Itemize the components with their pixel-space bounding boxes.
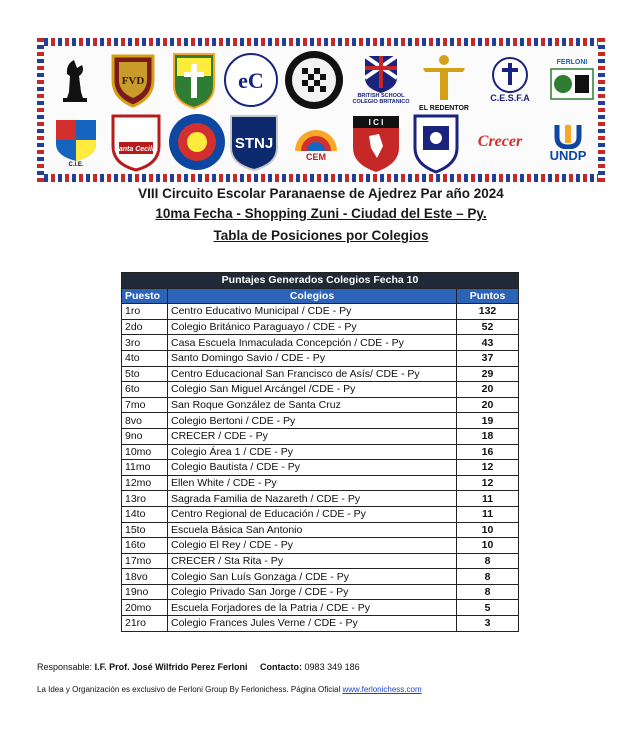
cell-position: 12mo bbox=[122, 475, 168, 491]
organization-line bbox=[37, 685, 422, 694]
cell-school: Colegio Frances Jules Verne / CDE - Py bbox=[168, 616, 457, 632]
table-row bbox=[122, 397, 519, 413]
cell-school: CRECER / CDE - Py bbox=[168, 428, 457, 444]
cell-points: 16 bbox=[457, 444, 519, 460]
cell-school: Colegio Área 1 / CDE - Py bbox=[168, 444, 457, 460]
table-row bbox=[122, 366, 519, 382]
ici-logo bbox=[349, 112, 403, 174]
undp-logo: UNDP bbox=[539, 112, 597, 174]
cell-points: 10 bbox=[457, 522, 519, 538]
svg-text:eC: eC bbox=[238, 68, 264, 93]
cell-school: Colegio Privado San Jorge / CDE - Py bbox=[168, 584, 457, 600]
cell-school: Colegio Bertoni / CDE - Py bbox=[168, 413, 457, 429]
cie-logo: C.I.E. bbox=[49, 114, 103, 172]
cell-school: Escuela Forjadores de la Patria / CDE - Py bbox=[168, 600, 457, 616]
cell-school: Colegio Bautista / CDE - Py bbox=[168, 460, 457, 476]
logo-banner bbox=[37, 38, 605, 182]
header-points: Puntos bbox=[457, 288, 519, 304]
stnj-logo bbox=[227, 112, 281, 172]
cell-school: Centro Regional de Educación / CDE - Py bbox=[168, 506, 457, 522]
table-row bbox=[122, 319, 519, 335]
cell-school: Centro Educativo Municipal / CDE - Py bbox=[168, 304, 457, 320]
table-heading: Tabla de Posiciones por Colegios bbox=[213, 228, 429, 243]
cell-position: 18vo bbox=[122, 569, 168, 585]
cell-school: Sagrada Familia de Nazareth / CDE - Py bbox=[168, 491, 457, 507]
table-row bbox=[122, 584, 519, 600]
table-row bbox=[122, 553, 519, 569]
table-row bbox=[122, 413, 519, 429]
cell-position: 3ro bbox=[122, 335, 168, 351]
website-link[interactable]: www.ferlonichess.com bbox=[342, 685, 422, 694]
british-school-logo: BRITISH SCHOOL COLEGIO BRITANICO bbox=[349, 50, 413, 110]
cesfa-logo: C.E.S.F.A bbox=[477, 50, 543, 110]
banner-stripe-bottom bbox=[37, 174, 605, 182]
cell-points: 8 bbox=[457, 553, 519, 569]
table-row bbox=[122, 444, 519, 460]
cell-position: 9no bbox=[122, 428, 168, 444]
cell-position: 21ro bbox=[122, 616, 168, 632]
svg-text:I C I: I C I bbox=[368, 118, 384, 127]
cell-points: 12 bbox=[457, 460, 519, 476]
cell-school: San Roque González de Santa Cruz bbox=[168, 397, 457, 413]
cell-points: 52 bbox=[457, 319, 519, 335]
table-header-row bbox=[122, 288, 519, 304]
table-row bbox=[122, 335, 519, 351]
svg-text:EL REDENTOR: EL REDENTOR bbox=[419, 105, 469, 112]
cem-logo: CEM bbox=[285, 112, 347, 172]
banner-stripe-left bbox=[37, 38, 44, 182]
cell-points: 3 bbox=[457, 616, 519, 632]
table-row bbox=[122, 506, 519, 522]
cell-points: 19 bbox=[457, 413, 519, 429]
cell-position: 7mo bbox=[122, 397, 168, 413]
cell-points: 11 bbox=[457, 491, 519, 507]
table-row bbox=[122, 350, 519, 366]
cell-points: 18 bbox=[457, 428, 519, 444]
cell-position: 5to bbox=[122, 366, 168, 382]
cell-school: Ellen White / CDE - Py bbox=[168, 475, 457, 491]
cell-school: CRECER / Sta Rita - Py bbox=[168, 553, 457, 569]
cell-school: Escuela Básica San Antonio bbox=[168, 522, 457, 538]
cell-points: 10 bbox=[457, 538, 519, 554]
cell-school: Colegio San Miguel Arcángel /CDE - Py bbox=[168, 382, 457, 398]
cell-school: Santo Domingo Savio / CDE - Py bbox=[168, 350, 457, 366]
table-row bbox=[122, 600, 519, 616]
ferloni-group-logo: FERLONI bbox=[547, 50, 597, 110]
cell-position: 15to bbox=[122, 522, 168, 538]
santa-rita-logo bbox=[411, 112, 461, 174]
cross-shield-logo bbox=[169, 50, 219, 110]
cell-points: 11 bbox=[457, 506, 519, 522]
event-subtitle: 10ma Fecha - Shopping Zuni - Ciudad del Este – Py. bbox=[155, 206, 487, 221]
cell-position: 19no bbox=[122, 584, 168, 600]
table-row bbox=[122, 382, 519, 398]
cell-school: Colegio San Luís Gonzaga / CDE - Py bbox=[168, 569, 457, 585]
cell-points: 8 bbox=[457, 584, 519, 600]
cell-position: 1ro bbox=[122, 304, 168, 320]
cell-points: 43 bbox=[457, 335, 519, 351]
cell-position: 6to bbox=[122, 382, 168, 398]
cell-position: 8vo bbox=[122, 413, 168, 429]
cell-position: 10mo bbox=[122, 444, 168, 460]
table-row bbox=[122, 304, 519, 320]
cell-position: 11mo bbox=[122, 460, 168, 476]
finf-logo bbox=[49, 52, 101, 106]
cell-position: 20mo bbox=[122, 600, 168, 616]
contact-label: Contacto: bbox=[260, 662, 303, 672]
cell-points: 20 bbox=[457, 382, 519, 398]
santa-cecilia-logo bbox=[109, 112, 163, 172]
svg-text:STNJ: STNJ bbox=[234, 135, 274, 152]
responsible-name: I.F. Prof. José Wilfrido Perez Ferloni bbox=[94, 662, 248, 672]
table-row bbox=[122, 569, 519, 585]
cell-points: 132 bbox=[457, 304, 519, 320]
cell-school: Casa Escuela Inmaculada Concepción / CDE - Py bbox=[168, 335, 457, 351]
cell-position: 13ro bbox=[122, 491, 168, 507]
banner-stripe-right bbox=[598, 38, 605, 182]
cell-school: Centro Educacional San Francisco de Asís/ CDE - Py bbox=[168, 366, 457, 382]
cell-points: 12 bbox=[457, 475, 519, 491]
responsible-label: Responsable: bbox=[37, 662, 93, 672]
cell-points: 29 bbox=[457, 366, 519, 382]
header-position: Puesto bbox=[122, 288, 168, 304]
contact-phone: 0983 349 186 bbox=[304, 662, 360, 672]
table-row bbox=[122, 616, 519, 632]
cell-position: 17mo bbox=[122, 553, 168, 569]
el-redentor-logo bbox=[417, 50, 471, 112]
cell-school: Colegio Británico Paraguayo / CDE - Py bbox=[168, 319, 457, 335]
ec-circle-logo bbox=[223, 52, 279, 108]
cell-position: 14to bbox=[122, 506, 168, 522]
table-row bbox=[122, 460, 519, 476]
school-crest-logo bbox=[107, 50, 159, 108]
svg-text:Santa Cecilia: Santa Cecilia bbox=[114, 146, 158, 153]
cell-school: Colegio El Rey / CDE - Py bbox=[168, 538, 457, 554]
header-school: Colegios bbox=[168, 288, 457, 304]
table-row bbox=[122, 491, 519, 507]
table-caption: Puntajes Generados Colegios Fecha 10 bbox=[122, 273, 519, 289]
svg-text:FVD: FVD bbox=[121, 75, 145, 87]
table-row bbox=[122, 428, 519, 444]
table-row bbox=[122, 538, 519, 554]
cell-position: 4to bbox=[122, 350, 168, 366]
cell-position: 16to bbox=[122, 538, 168, 554]
responsible-line bbox=[37, 662, 360, 672]
table-row bbox=[122, 522, 519, 538]
table-row bbox=[122, 475, 519, 491]
cell-points: 20 bbox=[457, 397, 519, 413]
cell-points: 37 bbox=[457, 350, 519, 366]
cell-points: 8 bbox=[457, 569, 519, 585]
standings-table bbox=[121, 272, 519, 632]
crecer-logo: Crecer bbox=[477, 132, 523, 150]
ferloni-chess-round-logo bbox=[284, 50, 344, 110]
tournament-title: VIII Circuito Escolar Paranaense de Ajedrez Par año 2024 bbox=[138, 186, 504, 201]
colegio-crecer-round-logo bbox=[167, 112, 227, 172]
organization-text: La Idea y Organización es exclusivo de Ferloni Group By Ferlonichess. Página Oficial bbox=[37, 685, 341, 694]
table-caption-row bbox=[122, 273, 519, 289]
banner-stripe-top bbox=[37, 38, 605, 46]
cell-position: 2do bbox=[122, 319, 168, 335]
cell-points: 5 bbox=[457, 600, 519, 616]
